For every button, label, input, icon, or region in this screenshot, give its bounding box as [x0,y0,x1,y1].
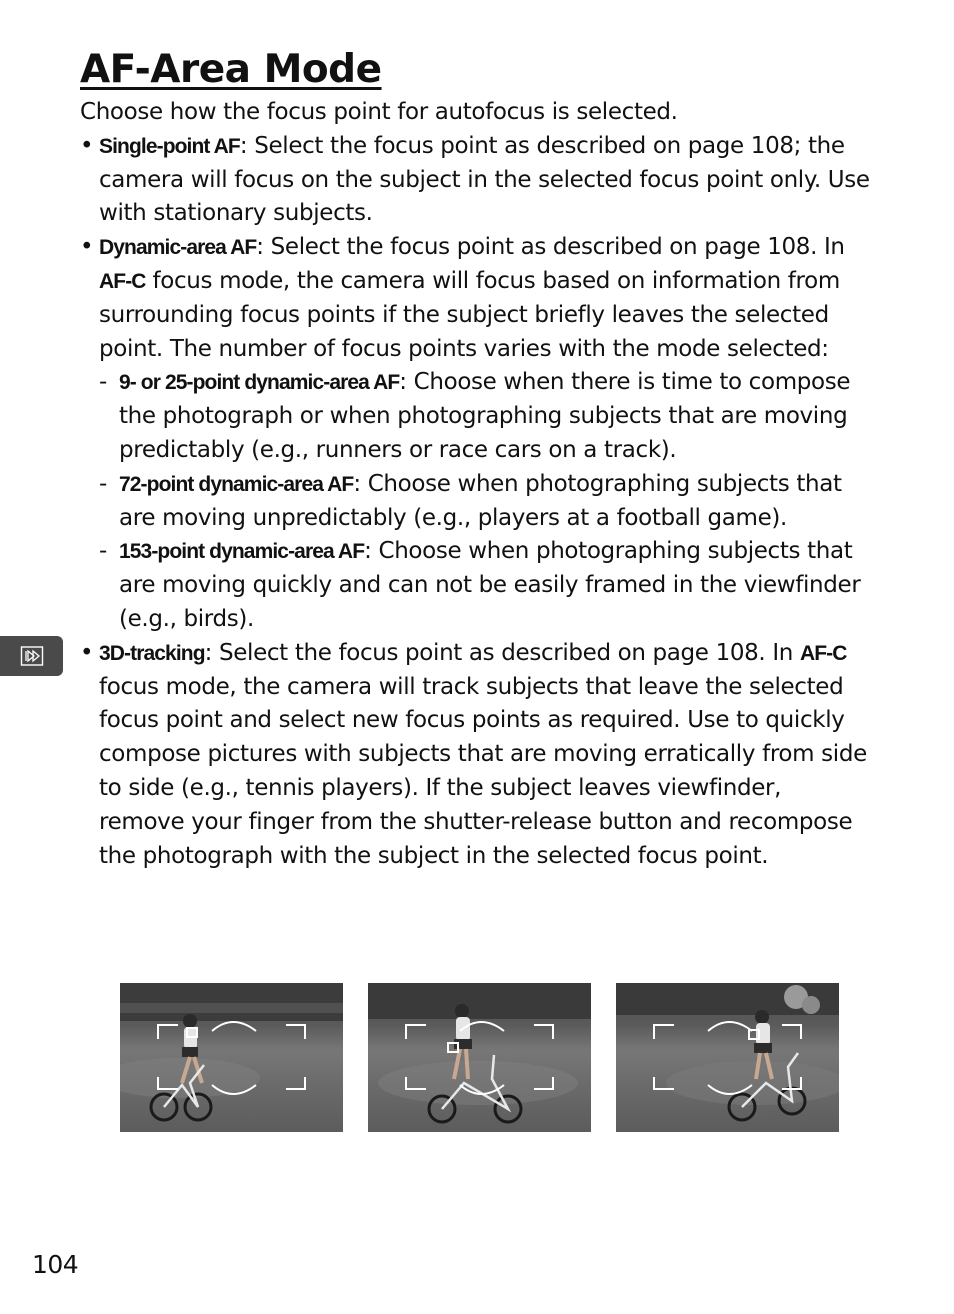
sub-text: : Choose when photographing subjects that are moving unpredictably (e.g., players at a football game). [119,470,842,531]
bullet-single-point-af [80,130,870,231]
sub-dash: - [99,369,107,396]
shooting-mode-icon [20,644,44,668]
sub-dash: - [99,538,107,565]
bullet-text: focus mode, the camera will track subjects that leave the selected focus point and select new focus points as required. Use to quickly compose pictures with subjects that are moving erratically from side to side (e.g., tennis players). If the subject leaves viewfinder, remove your finger from the shutter-release button and recompose the photograph with the subject in the selected focus point. [99,673,867,869]
bullet-text: focus mode, the camera will focus based on information from surrounding focus points if the subject briefly leaves the selected point. The number of focus points varies with the mode selected: [99,267,840,362]
mode-af-c: AF-C [799,641,847,665]
section-tab [0,636,63,676]
page-number: 104 [32,1250,79,1279]
term-153-point: 153-point dynamic-area AF [119,540,365,564]
bullet-dot: • [80,639,94,666]
sub-text: : Choose when there is time to compose the photograph or when photographing subjects that are moving predictably (e.g., runners or race cars on a track). [119,369,851,463]
term-single-point-af: Single-point AF [99,134,240,158]
sub-text: : Choose when photographing subjects that are moving quickly and can not be easily framed in the viewfinder (e.g., birds). [119,538,861,632]
bullet-3d-tracking [80,637,870,874]
bullet-text: : Select the focus point as described on page 108. In [256,234,845,261]
page-title: AF-Area Mode [80,47,382,92]
sub-item-72-point [80,468,870,536]
intro-text: Choose how the focus point for autofocus is selected. [80,99,678,125]
example-photo-dynamic [368,983,591,1132]
bullet-dot: • [80,234,94,261]
bullet-text: : Select the focus point as described on page 108; the camera will focus on the subject in the selected focus point only. Use with stationary subjects. [99,132,870,227]
term-3d-tracking: 3D-tracking [99,641,205,665]
sub-item-153-point [80,535,870,636]
term-9-25-point: 9- or 25-point dynamic-area AF [119,371,400,395]
example-photo-9-point [120,983,343,1132]
bullet-text: : Select the focus point as described on page 108. In [204,639,800,666]
body-content [80,96,870,873]
mode-af-c: AF-C [99,269,146,293]
sub-item-9-25-point [80,366,870,467]
bullet-dynamic-area-af [80,231,870,366]
term-72-point: 72-point dynamic-area AF [119,472,354,496]
term-dynamic-area-af: Dynamic-area AF [99,236,257,260]
bullet-dot: • [80,132,94,159]
sub-dash: - [99,470,107,497]
example-photo-3d-tracking [616,983,839,1132]
